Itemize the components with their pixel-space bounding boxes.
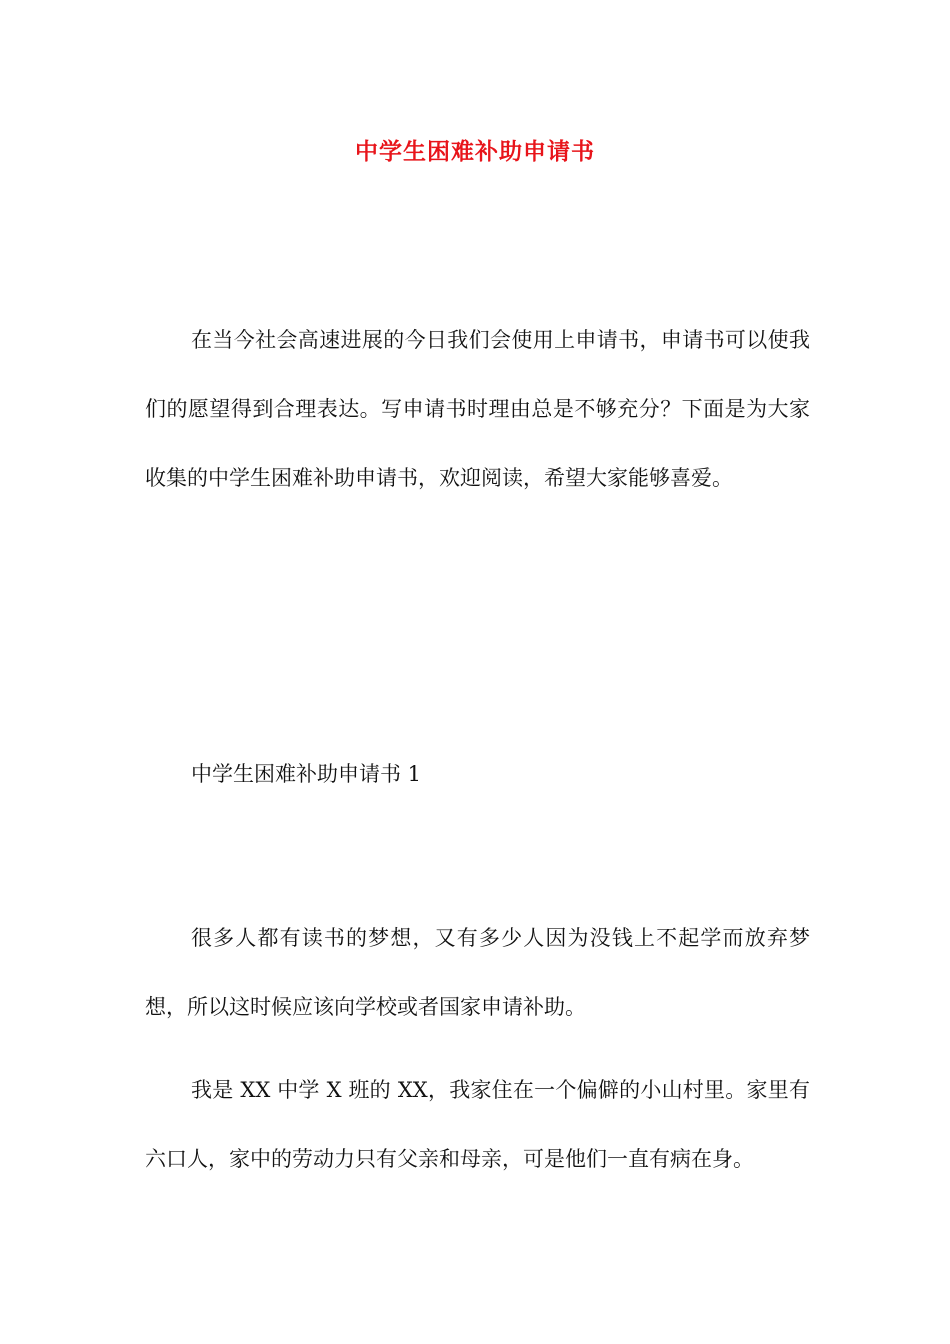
intro-paragraph: 在当今社会高速进展的今日我们会使用上申请书，申请书可以使我们的愿望得到合理表达。写申请书时理由总是不够充分？下面是为大家收集的中学生困难补助申请书，欢迎阅读，希望大家能够喜爱。 [145, 328, 810, 490]
document-title: 中学生困难补助申请书 [355, 139, 595, 165]
body-paragraph-2: 我是 XX 中学 X 班的 XX，我家住在一个偏僻的小山村里。家里有六口人，家中的劳动力只有父亲和母亲，可是他们一直有病在身。 [145, 1078, 810, 1171]
section-heading: 中学生困难补助申请书 1 [191, 762, 422, 786]
body-paragraph-1: 很多人都有读书的梦想，又有多少人因为没钱上不起学而放弃梦想，所以这时候应该向学校或者国家申请补助。 [145, 926, 810, 1019]
